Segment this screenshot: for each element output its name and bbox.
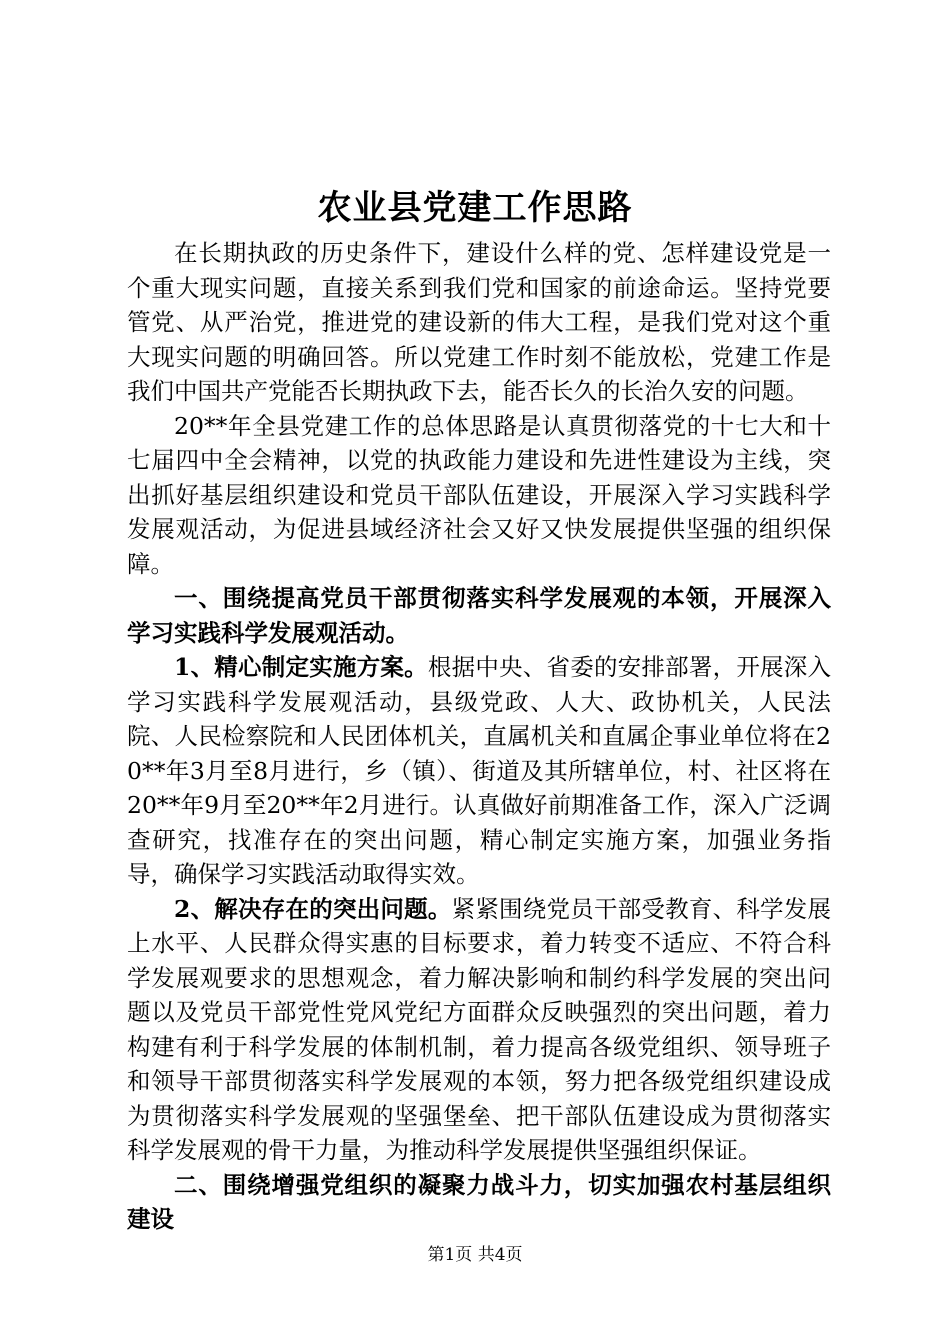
paragraph-overall-approach <box>127 409 831 582</box>
document-title: 农业县党建工作思路 <box>317 188 633 228</box>
paragraph-text: 根据中央、省委的安排部署，开展深入学习实践科学发展观活动，县级党政、人大、政协机关，人民法院、人民检察院和人民团体机关，直属机关和直属企事业单位将在20**年3月至8月进行，乡（镇）、街道及其所辖单位，村、社区将在20**年9月至20**年2月进行。认真做好前期准备工作，深入广泛调查研究，找准存在的突出问题，精心制定实施方案，加强业务指导，确保学习实践活动取得实效。 <box>127 653 831 888</box>
paragraph-item-1 <box>127 650 831 892</box>
heading-text: 二、围绕增强党组织的凝聚力战斗力，切实加强农村基层组织建设 <box>127 1170 831 1233</box>
heading-text: 一、围绕提高党员干部贯彻落实科学发展观的本领，开展深入学习实践科学发展观活动。 <box>127 584 831 647</box>
item-lead: 1、精心制定实施方案。 <box>174 653 428 681</box>
document-body <box>127 236 831 1237</box>
paragraph-intro <box>127 236 831 409</box>
item-lead: 2、解决存在的突出问题。 <box>174 894 452 923</box>
paragraph-text: 在长期执政的历史条件下，建设什么样的党、怎样建设党是一个重大现实问题，直接关系到我们党和国家的前途命运。坚持党要管党、从严治党，推进党的建设新的伟大工程，是我们党对这个重大现实问题的明确回答。所以党建工作时刻不能放松，党建工作是我们中国共产党能否长期执政下去，能否长久的长治久安的问题。 <box>127 239 831 405</box>
section-heading-1 <box>127 581 831 650</box>
section-heading-2 <box>127 1168 831 1237</box>
paragraph-text: 20**年全县党建工作的总体思路是认真贯彻落党的十七大和十七届四中全会精神，以党的执政能力建设和先进性建设为主线，突出抓好基层组织建设和党员干部队伍建设，开展深入学习实践科学发展观活动，为促进县域经济社会又好又快发展提供坚强的组织保障。 <box>127 411 831 578</box>
page-footer: 第1页 共4页 <box>427 1245 523 1265</box>
paragraph-item-2 <box>127 892 831 1168</box>
paragraph-text: 紧紧围绕党员干部受教育、科学发展上水平、人民群众得实惠的目标要求，着力转变不适应、不符合科学发展观要求的思想观念，着力解决影响和制约科学发展的突出问题以及党员干部党性党风党纪方面群众反映强烈的突出问题，着力构建有利于科学发展的体制机制，着力提高各级党组织、领导班子和领导干部贯彻落实科学发展观的本领，努力把各级党组织建设成为贯彻落实科学发展观的坚强堡垒、把干部队伍建设成为贯彻落实科学发展观的骨干力量，为推动科学发展提供坚强组织保证。 <box>127 894 832 1164</box>
